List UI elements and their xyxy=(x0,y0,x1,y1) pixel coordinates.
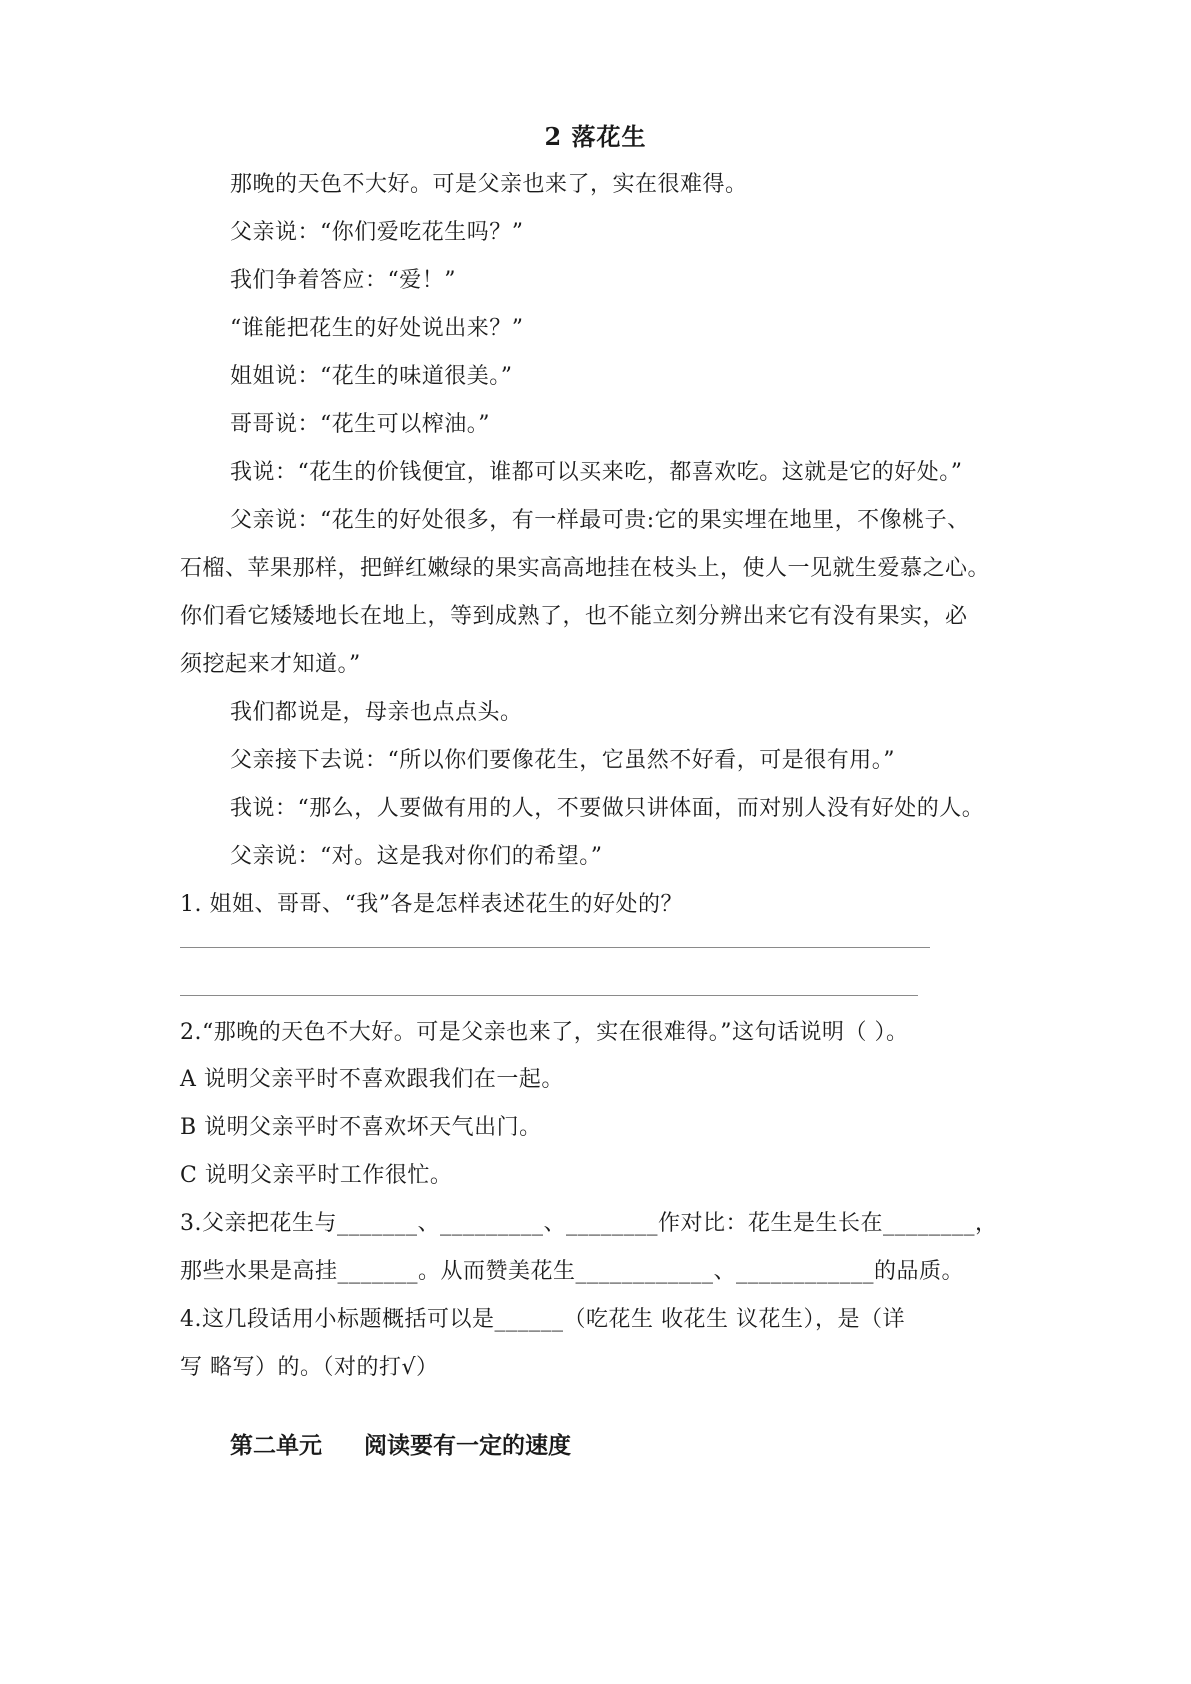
answer-line[interactable] xyxy=(180,947,930,948)
paragraph: 父亲说：“花生的好处很多，有一样最可贵:它的果实埋在地里，不像桃子、 xyxy=(230,508,970,533)
paragraph: 我们都说是，母亲也点点头。 xyxy=(230,700,523,725)
option-a: A 说明父亲平时不喜欢跟我们在一起。 xyxy=(180,1067,564,1092)
paragraph: 父亲说：“你们爱吃花生吗？” xyxy=(230,220,524,245)
paragraph: 哥哥说：“花生可以榨油。” xyxy=(230,412,490,437)
paragraph: 父亲说：“对。这是我对你们的希望。” xyxy=(230,844,603,869)
question-4-line-1: 4.这几段话用小标题概括可以是______（吃花生 收花生 议花生），是（详 xyxy=(180,1307,905,1332)
paragraph: 那晚的天色不大好。可是父亲也来了，实在很难得。 xyxy=(230,172,748,197)
paragraph: 父亲接下去说：“所以你们要像花生，它虽然不好看，可是很有用。” xyxy=(230,748,895,773)
paragraph: 我说：“花生的价钱便宜，谁都可以买来吃，都喜欢吃。这就是它的好处。” xyxy=(230,460,963,485)
option-c: C 说明父亲平时工作很忙。 xyxy=(180,1163,453,1188)
lesson-title: 2 落花生 xyxy=(544,122,647,151)
question-3-line-2: 那些水果是高挂_______。从而赞美花生____________、____________的品质。 xyxy=(180,1259,965,1284)
question-2: 2.“那晚的天色不大好。可是父亲也来了，实在很难得。”这句话说明（ ）。 xyxy=(180,1020,909,1045)
paragraph: “谁能把花生的好处说出来？” xyxy=(230,316,524,341)
question-1: 1. 姐姐、哥哥、“我”各是怎样表述花生的好处的？ xyxy=(180,892,683,917)
paragraph-continuation: 石榴、苹果那样，把鲜红嫩绿的果实高高地挂在枝头上，使人一见就生爱慕之心。 xyxy=(180,556,991,581)
option-b: B 说明父亲平时不喜欢坏天气出门。 xyxy=(180,1115,542,1140)
paragraph: 我说：“那么，人要做有用的人，不要做只讲体面，而对别人没有好处的人。 xyxy=(230,796,985,821)
unit-heading xyxy=(230,1431,571,1461)
paragraph: 我们争着答应：“爱！” xyxy=(230,268,456,293)
paragraph-continuation: 须挖起来才知道。” xyxy=(180,652,361,677)
unit-topic: 阅读要有一定的速度 xyxy=(364,1432,571,1459)
paragraph: 姐姐说：“花生的味道很美。” xyxy=(230,364,513,389)
unit-label: 第二单元 xyxy=(230,1432,322,1459)
paragraph-continuation: 你们看它矮矮地长在地上，等到成熟了，也不能立刻分辨出来它有没有果实，必 xyxy=(180,604,968,629)
question-3-line-1: 3.父亲把花生与_______、_________、________作对比：花生是生长在________， xyxy=(180,1211,998,1236)
question-4-line-2: 写 略写）的。（对的打√） xyxy=(180,1355,439,1380)
answer-line[interactable] xyxy=(180,995,918,996)
